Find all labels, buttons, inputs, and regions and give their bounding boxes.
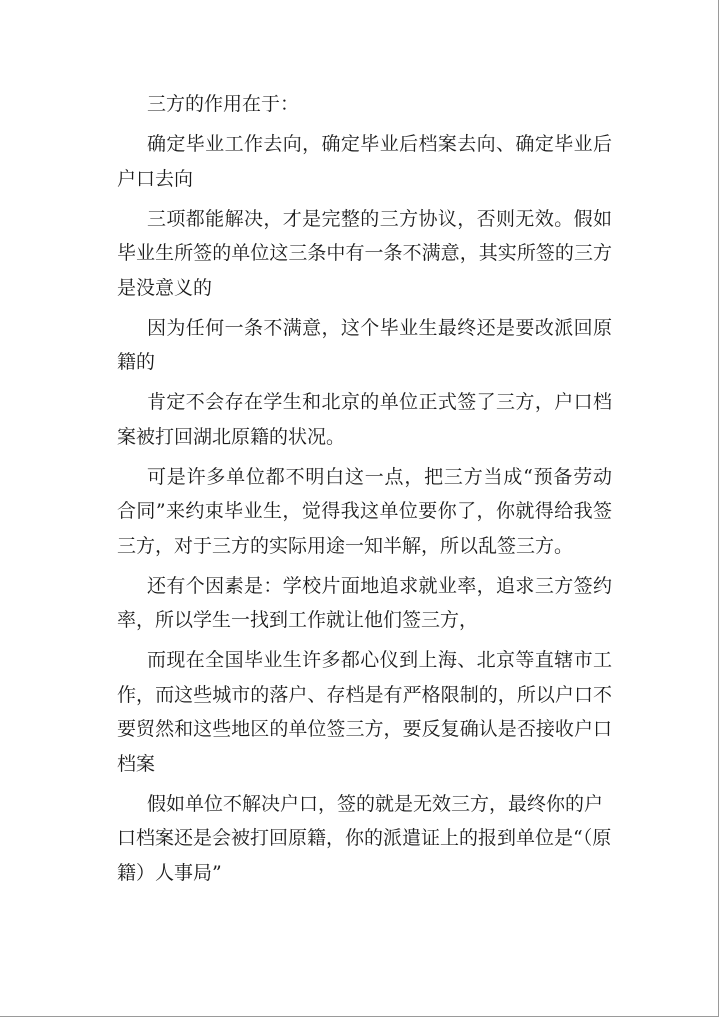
paragraph-2: 确定毕业工作去向，确定毕业后档案去向、确定毕业后户口去向 <box>117 133 612 190</box>
paragraph-9: 假如单位不解决户口，签的就是无效三方，最终你的户口档案还是会被打回原籍，你的派遣证上的报到单位是“（原籍）人事局” <box>117 792 612 884</box>
paragraph-8: 而现在全国毕业生许多都心仪到上海、北京等直辖市工作，而这些城市的落户、存档是有严格限制的，所以户口不要贸然和这些地区的单位签三方，要反复确认是否接收户口档案 <box>117 649 612 775</box>
paragraph-3: 三项都能解决，才是完整的三方协议，否则无效。假如毕业生所签的单位这三条中有一条不满意，其实所签的三方是没意义的 <box>117 207 612 299</box>
document-body <box>117 87 612 896</box>
paragraph-7: 还有个因素是：学校片面地追求就业率，追求三方签约率，所以学生一找到工作就让他们签三方， <box>117 574 612 631</box>
paragraph-6: 可是许多单位都不明白这一点，把三方当成“预备劳动合同”来约束毕业生，觉得我这单位要你了，你就得给我签三方，对于三方的实际用途一知半解，所以乱签三方。 <box>117 465 612 557</box>
paragraph-5: 肯定不会存在学生和北京的单位正式签了三方，户口档案被打回湖北原籍的状况。 <box>117 391 612 448</box>
paragraph-4: 因为任何一条不满意，这个毕业生最终还是要改派回原籍的 <box>117 316 612 373</box>
paragraph-1: 三方的作用在于： <box>147 93 300 115</box>
